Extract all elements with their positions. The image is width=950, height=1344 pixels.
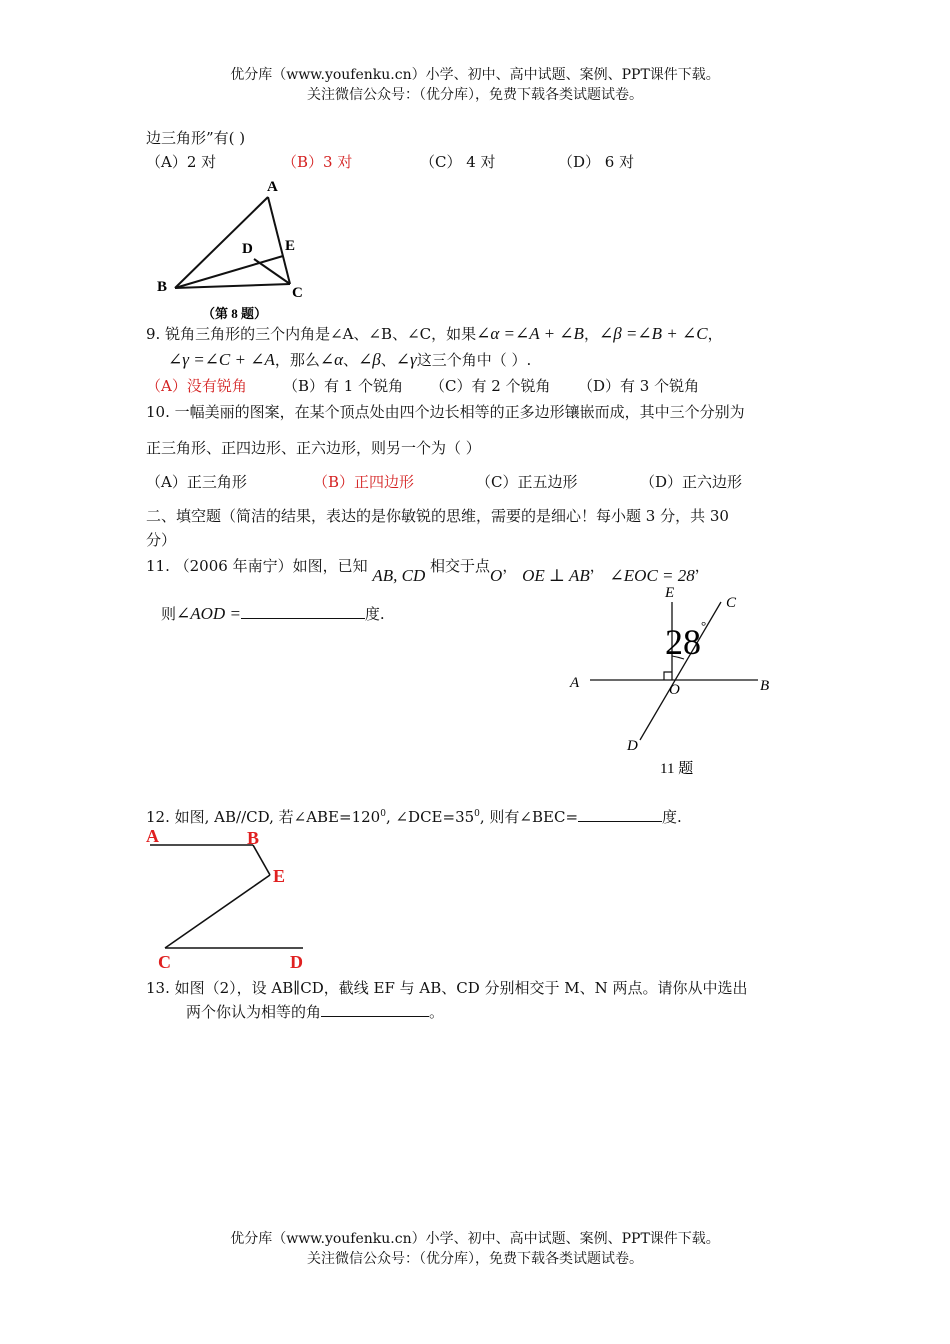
q13-answer-blank[interactable] xyxy=(321,1016,429,1017)
q13-end: 。 xyxy=(429,1003,445,1021)
label-b: B xyxy=(157,279,168,295)
q11-ab-cd: AB, CD xyxy=(372,566,426,585)
label-a: A xyxy=(267,179,278,195)
label-a: A xyxy=(570,675,580,691)
section2-line-2: 分） xyxy=(146,531,177,549)
q8-tail: 边三角形”有( ) xyxy=(146,129,246,147)
q11-intersecting-lines-figure xyxy=(560,580,790,780)
label-e: E xyxy=(665,585,675,601)
q13-line-2 xyxy=(186,1002,444,1022)
q12-answer-blank[interactable] xyxy=(578,821,662,822)
q9-option-a: （A）没有锐角 xyxy=(146,377,247,395)
q9-intro: 9. 锐角三角形的三个内角是∠A、∠B、∠C，如果 xyxy=(146,325,477,343)
q9-beta: ∠β xyxy=(358,350,381,369)
figure-caption: 11 题 xyxy=(660,761,694,777)
footer-line-2: 关注微信公众号：（优分库），免费下载各类试题试卷。 xyxy=(307,1251,643,1267)
q10-option-c: （C）正五边形 xyxy=(476,473,578,491)
q9-line-2 xyxy=(168,350,531,370)
label-e: E xyxy=(285,238,296,254)
q9-sep-1: ， xyxy=(583,325,599,343)
q11-point-o: O xyxy=(490,566,503,585)
q9-comma-1: 、 xyxy=(343,351,359,369)
label-b: B xyxy=(247,828,260,848)
angle-value-label: 28 xyxy=(665,622,701,662)
q11-answer-blank[interactable] xyxy=(241,618,365,619)
q11-unit: 度. xyxy=(364,605,385,623)
label-o: O xyxy=(669,682,680,698)
q9-comma-2: 、 xyxy=(380,351,396,369)
q12-mid: , ∠DCE=35 xyxy=(385,808,475,826)
q10-line-2: 正三角形、正四边形、正六边形，则另一个为（ ） xyxy=(146,439,481,457)
q11-sep: ， xyxy=(502,557,518,575)
q10-line-1: 10. 一幅美丽的图案，在某个顶点处由四个边长相等的正多边形镶嵌而成，其中三个分别为 xyxy=(146,403,745,421)
q10-option-d: （D）正六边形 xyxy=(640,473,743,491)
q9-expr-beta: ∠β =∠B + ∠C xyxy=(598,324,708,343)
q12-parallel-lines-figure xyxy=(140,822,340,972)
q9-option-b: （B）有 1 个锐角 xyxy=(283,377,404,395)
figure-caption: （第 8 题） xyxy=(202,306,268,321)
q8-option-d: （D） 6 对 xyxy=(558,153,635,171)
q12-degree-1: 0 xyxy=(380,809,386,819)
q13-prompt: 两个你认为相等的角 xyxy=(186,1003,322,1021)
q10-option-a: （A）正三角形 xyxy=(146,473,247,491)
segment-bc xyxy=(175,284,290,288)
q8-option-a: （A）2 对 xyxy=(146,153,217,171)
segment-ec xyxy=(165,875,270,948)
label-a: A xyxy=(146,826,159,846)
q11-angle-aod: ∠AOD = xyxy=(176,604,241,623)
q12-question: , 则有∠BEC= xyxy=(479,808,579,826)
q9-question: 这三个角中（ ）. xyxy=(416,351,532,369)
label-b: B xyxy=(760,678,770,694)
q9-line-1 xyxy=(146,324,723,344)
segment-be xyxy=(253,845,270,875)
q12-degree-2: 0 xyxy=(474,809,480,819)
footer-line-1: 优分库（www.youfenku.cn）小学、初中、高中试题、案例、PPT课件下载。 xyxy=(230,1231,720,1247)
q9-option-d: （D）有 3 个锐角 xyxy=(578,377,700,395)
label-d: D xyxy=(627,738,638,754)
q9-sep-2: ， xyxy=(707,325,723,343)
q11-perp: OE ⊥ AB xyxy=(522,566,590,585)
q12-unit: 度. xyxy=(662,808,682,826)
q11-line-1 xyxy=(146,556,710,585)
label-e: E xyxy=(273,866,286,886)
header-line-1: 优分库（www.youfenku.cn）小学、初中、高中试题、案例、PPT课件下载。 xyxy=(230,67,720,83)
q11-angle-eoc: ∠EOC = 28 xyxy=(609,566,695,585)
q8-option-c: （C） 4 对 xyxy=(420,153,496,171)
label-c: C xyxy=(726,595,737,611)
q9-expr-alpha: ∠α =∠A + ∠B xyxy=(476,324,584,343)
q11-line-2 xyxy=(161,604,385,624)
q11-intersect-text: 相交于点 xyxy=(430,557,491,575)
q9-option-c: （C）有 2 个锐角 xyxy=(430,377,551,395)
label-c: C xyxy=(158,952,171,972)
label-d: D xyxy=(242,241,253,257)
q11-sep-2: ， xyxy=(589,557,605,575)
label-c: C xyxy=(292,285,303,301)
section2-line-1: 二、填空题（简洁的结果，表达的是你敏锐的思维，需要的是细心！每小题 3 分，共 30 xyxy=(146,507,729,525)
q10-option-b: （B）正四边形 xyxy=(313,473,415,491)
q9-alpha: ∠α xyxy=(319,350,344,369)
label-d: D xyxy=(290,952,303,972)
q11-end: ， xyxy=(694,557,710,575)
q8-option-b: （B）3 对 xyxy=(282,153,353,171)
q12-intro: 12. 如图, AB//CD, 若∠ABE=120 xyxy=(146,808,381,826)
q11-intro: 11. （2006 年南宁）如图，已知 xyxy=(146,557,368,575)
q13-line-1: 13. 如图（2），设 AB∥CD，截线 EF 与 AB、CD 分别相交于 M、N 两点。请你从中选出 xyxy=(146,979,748,997)
q11-then: 则 xyxy=(161,605,177,623)
header-line-2: 关注微信公众号：（优分库），免费下载各类试题试卷。 xyxy=(307,87,643,103)
q8-triangle-figure xyxy=(150,172,320,322)
q9-gamma: ∠γ xyxy=(395,350,417,369)
q9-expr-gamma: ∠γ =∠C + ∠A xyxy=(168,350,275,369)
degree-mark: ° xyxy=(701,618,707,633)
q9-then: ，那么 xyxy=(274,351,320,369)
right-angle-mark xyxy=(664,672,672,680)
